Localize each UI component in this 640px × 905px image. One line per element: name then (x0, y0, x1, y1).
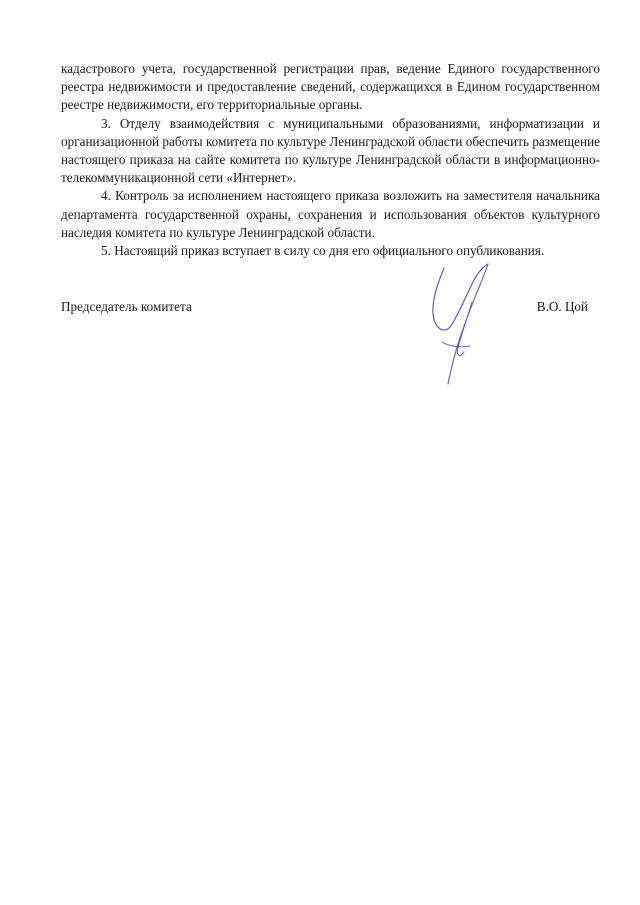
paragraph-item-3: 3. Отделу взаимодействия с муниципальными образованиями, информатизации и организационной работы комитета по культуре Ленинградской области обеспечить размещение настоящего приказа на сайте комитета по культуре Ленинградской области в информационно-телекоммуникационной сети «Интернет». (61, 115, 600, 186)
signatory-name: В.О. Цой (536, 299, 588, 314)
signatory-role: Председатель комитета (61, 299, 192, 314)
paragraph-item-4: 4. Контроль за исполнением настоящего приказа возложить на заместителя начальника департамента государственной охраны, сохранения и использования объектов культурного наследия комитета по культуре Ленинградской области. (61, 188, 600, 240)
document-body (61, 60, 600, 260)
signature-stroke-2 (448, 264, 488, 384)
signature-stroke-4 (442, 342, 470, 347)
handwritten-signature (418, 262, 498, 387)
signature-stroke-1 (433, 264, 488, 330)
paragraph-item-5: 5. Настоящий приказ вступает в силу со дня его официального опубликования. (101, 243, 545, 259)
paragraph-continuation: кадастрового учета, государственной регистрации прав, ведение Единого государственного реестра недвижимости и предоставление сведений, содержащихся в Едином государственном реестре недвижимости, его территориальные органы. (61, 61, 600, 113)
